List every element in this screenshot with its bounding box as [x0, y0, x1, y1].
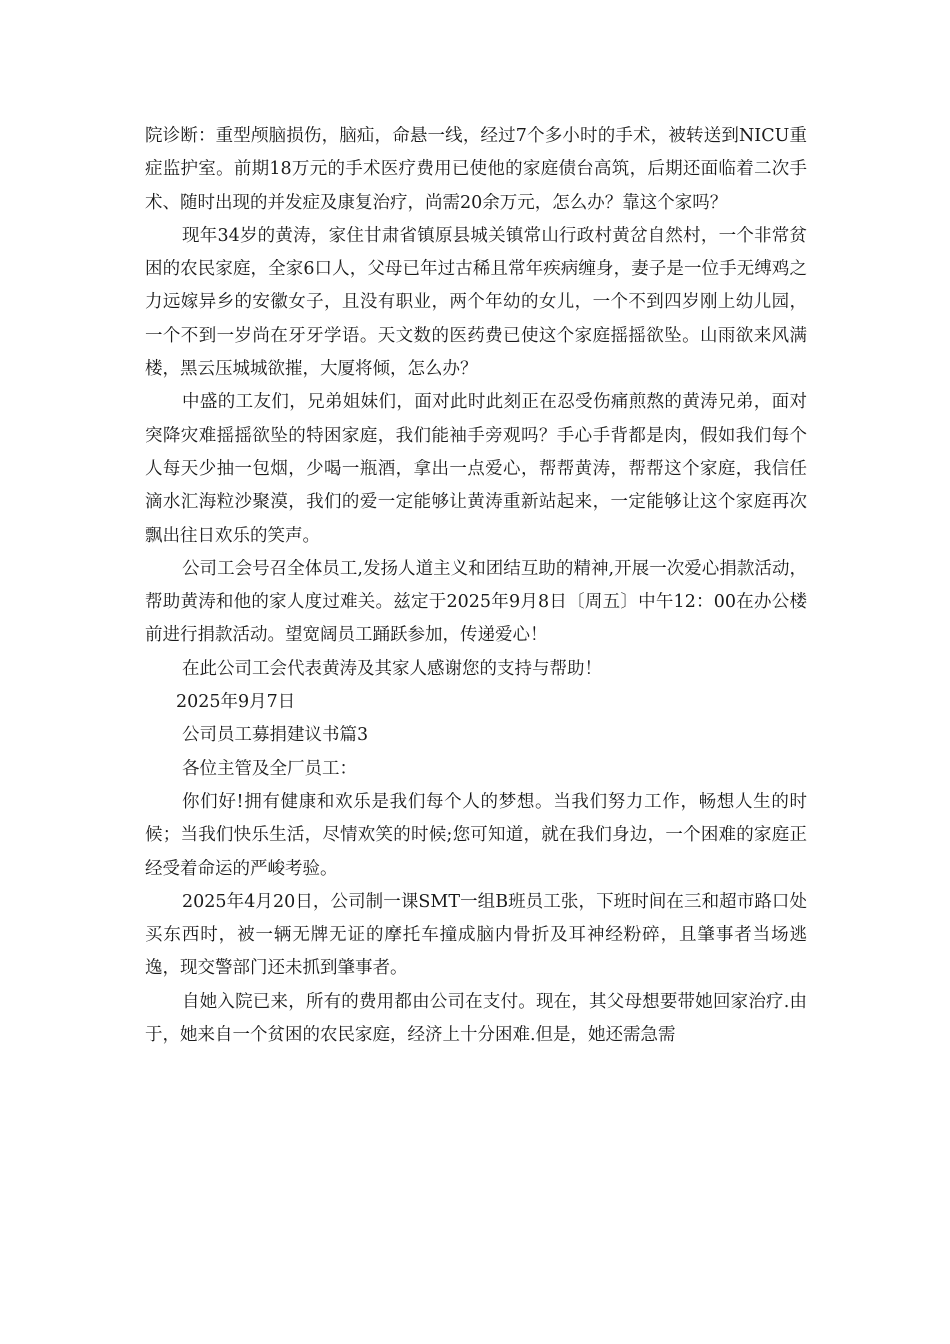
- document-page: [145, 120, 807, 1052]
- paragraph-greeting: 你们好!拥有健康和欢乐是我们每个人的梦想。当我们努力工作，畅想人生的时候；当我们快乐生活，尽情欢笑的时候;您可知道，就在我们身边，一个困难的家庭正经受着命运的严峻考验。: [145, 791, 807, 879]
- paragraph-family-background: 现年34岁的黄涛，家住甘肃省镇原县城关镇常山行政村黄岔自然村，一个非常贫困的农民家庭，全家6口人，父母已年过古稀且常年疾病缠身，妻子是一位手无缚鸡之力远嫁异乡的安徽女子，且没有职业，两个年幼的女儿，一个不到四岁刚上幼儿园，一个不到一岁尚在牙牙学语。天文数的医药费已使这个家庭摇摇欲坠。山雨欲来风满楼，黑云压城城欲摧，大厦将倾，怎么办？: [145, 225, 807, 380]
- paragraph-donation-event: 公司工会号召全体员工,发扬人道主义和团结互助的精神,开展一次爱心捐款活动，帮助黄涛和他的家人度过难关。兹定于2025年9月8日〔周五〕中午12：00在办公楼前进行捐款活动。望宽阔员工踊跃参加，传递爱心！: [145, 558, 807, 646]
- paragraph-thanks: 在此公司工会代表黄涛及其家人感谢您的支持与帮助！: [182, 658, 602, 679]
- date-line: 2025年9月7日: [176, 692, 296, 713]
- paragraph-hospital-costs: 自她入院已来，所有的费用都由公司在支付。现在，其父母想要带她回家治疗.由于，她来自一个贫困的农民家庭，经济上十分困难.但是，她还需急需: [145, 991, 807, 1046]
- section-title: 公司员工募捐建议书篇3: [182, 725, 369, 746]
- paragraph-accident: 2025年4月20日，公司制一课SMT一组B班员工张，下班时间在三和超市路口处买东西时，被一辆无牌无证的摩托车撞成脑内骨折及耳神经粉碎，且肇事者当场逃逸，现交警部门还未抓到肇事者。: [145, 891, 807, 979]
- salutation: 各位主管及全厂员工：: [182, 758, 357, 779]
- paragraph-appeal: 中盛的工友们，兄弟姐妹们，面对此时此刻正在忍受伤痛煎熬的黄涛兄弟，面对突降灾难摇摇欲坠的特困家庭，我们能袖手旁观吗？手心手背都是肉，假如我们每个人每天少抽一包烟，少喝一瓶酒，拿出一点爱心，帮帮黄涛，帮帮这个家庭，我信任滴水汇海粒沙聚漠，我们的爱一定能够让黄涛重新站起来，一定能够让这个家庭再次飘出往日欢乐的笑声。: [145, 392, 807, 546]
- paragraph-diagnosis: 院诊断：重型颅脑损伤，脑疝，命悬一线，经过7个多小时的手术，被转送到NICU重症监护室。前期18万元的手术医疗费用已使他的家庭债台高筑，后期还面临着二次手术、随时出现的并发症及康复治疗，尚需20余万元，怎么办？靠这个家吗？: [145, 126, 807, 213]
